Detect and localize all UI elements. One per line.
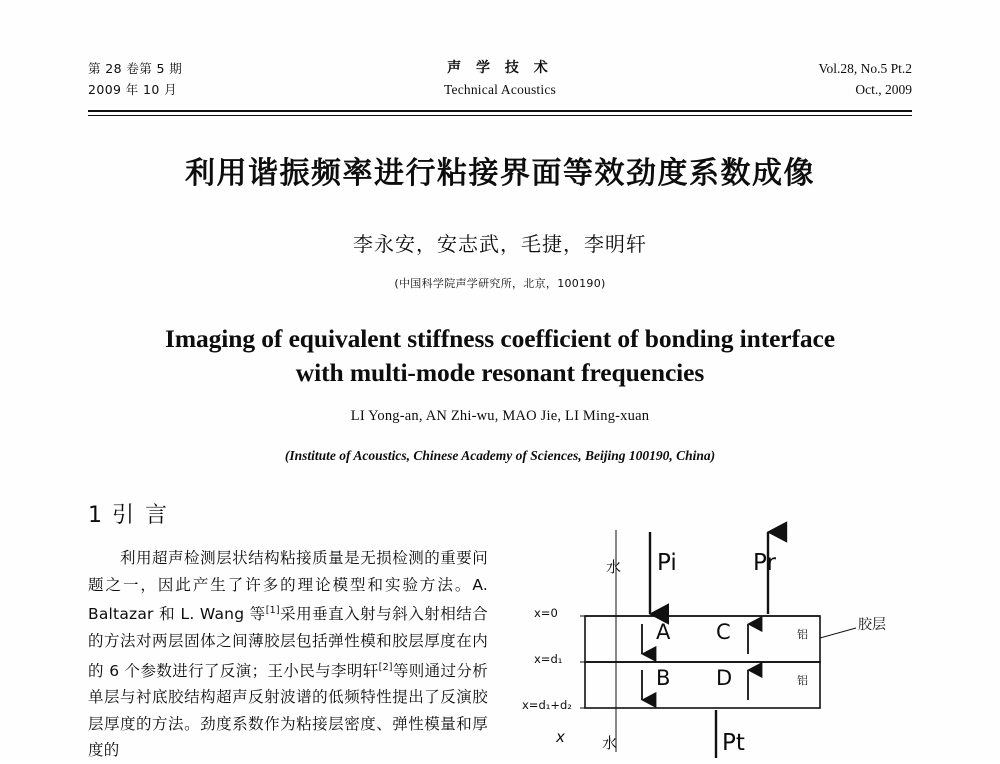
section-number: 1	[88, 503, 104, 528]
figure-label-transmitted: Pt	[722, 730, 745, 756]
section-paragraph: 利用超声检测层状结构粘接质量是无损检测的重要问题之一，因此产生了许多的理论模型和实验方法。A. Baltazar 和 L. Wang 等[1]采用垂直入射与斜入射相结合的方法对两层固体之间薄胶层包括弹性模和胶层厚度在内的 6 个参数进行了反演；王小民与李明轩[2]等则通过分析单层与衬底胶结构超声反射波谱的低频特性提出了反演胶层厚度的方法。劲度系数作为粘接层密度、弹性模量和厚度的	[88, 549, 489, 760]
figure-label-wave-a: A	[656, 620, 671, 644]
date-en: Oct., 2009	[855, 82, 912, 97]
figure-label-layer2-material: 铝	[797, 674, 808, 687]
figure-label-wave-c: C	[716, 620, 731, 644]
journal-title-en: Technical Acoustics	[444, 82, 556, 97]
page-title-en-line1: Imaging of equivalent stiffness coefficient of bonding interface	[165, 324, 835, 353]
figure-label-wave-d: D	[716, 666, 733, 690]
authors-cn: 李永安，安志武，毛捷，李明轩	[353, 232, 647, 256]
running-head-right	[818, 58, 912, 100]
figure-bonded-layers	[520, 520, 920, 760]
date-cn: 2009 年 10 月	[88, 82, 178, 97]
running-head-left	[88, 58, 182, 100]
header-rule-thin	[88, 115, 912, 116]
volume-en: Vol.28, No.5 Pt.2	[818, 61, 912, 76]
figure-label-x0: x=0	[534, 606, 558, 620]
header-rule-thick	[88, 110, 912, 112]
figure-label-incident: Pi	[657, 550, 677, 576]
volume-cn: 第 28 卷第 5 期	[88, 61, 183, 76]
running-head-center	[444, 58, 556, 100]
figure-label-x-d1d2: x=d₁+d₂	[522, 698, 572, 712]
running-head	[88, 58, 912, 110]
page-title-en	[140, 322, 860, 390]
figure-label-reflected: Pr	[753, 550, 776, 576]
affiliation-cn: (中国科学院声学研究所，北京，100190)	[394, 277, 606, 290]
authors-en: LI Yong-an, AN Zhi-wu, MAO Jie, LI Ming-xuan	[350, 408, 650, 424]
figure-label-water-bottom: 水	[602, 734, 618, 752]
section-heading	[88, 498, 169, 529]
figure-label-water-top: 水	[606, 558, 622, 576]
journal-title-cn: 声 学 技 术	[447, 60, 553, 76]
page-title-cn: 利用谐振频率进行粘接界面等效劲度系数成像	[185, 156, 815, 191]
figure-label-adhesive: 胶层	[858, 617, 886, 633]
figure-label-x-d1: x=d₁	[534, 652, 563, 666]
page-title-en-line2: with multi-mode resonant frequencies	[295, 358, 705, 387]
section-title: 引 言	[112, 503, 169, 528]
figure-label-wave-b: B	[656, 666, 671, 690]
figure-label-axis: x	[556, 728, 565, 746]
figure-label-layer1-material: 铝	[797, 628, 808, 641]
affiliation-en: (Institute of Acoustics, Chinese Academy of Sciences, Beijing 100190, China)	[284, 448, 716, 463]
